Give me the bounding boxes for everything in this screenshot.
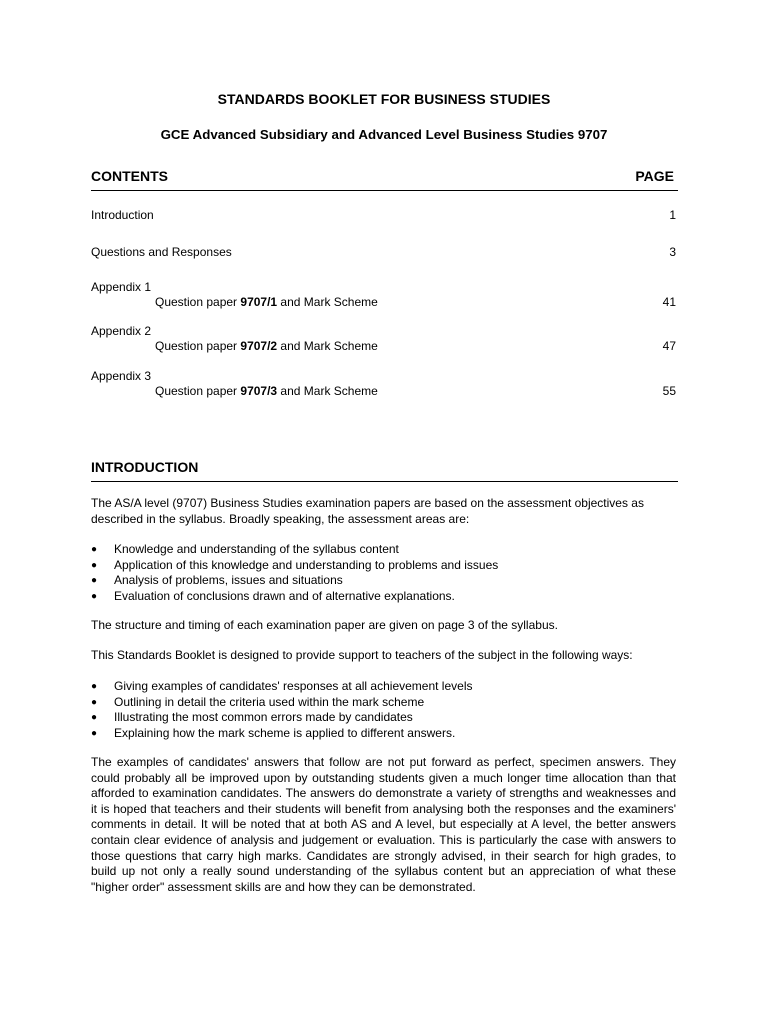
bullet-icon: ●	[91, 712, 98, 724]
toc-row-questions	[91, 245, 676, 260]
bullet-icon: ●	[91, 544, 98, 555]
toc-paper-code: 9707/2	[240, 339, 278, 353]
toc-paper-code: 9707/1	[240, 295, 278, 309]
support-ways-list	[91, 679, 676, 741]
toc-row-introduction	[91, 208, 676, 223]
toc-appendix-detail	[91, 384, 676, 399]
page-column-label: PAGE	[635, 168, 674, 184]
toc-appendix-label: Appendix 1	[91, 280, 152, 294]
contents-heading-label: CONTENTS	[91, 168, 168, 184]
list-item	[91, 542, 676, 558]
list-item-text: Illustrating the most common errors made by candidates	[114, 710, 413, 725]
introduction-heading	[91, 459, 678, 482]
toc-page-number: 1	[669, 208, 676, 222]
toc-detail-suffix: and Mark Scheme	[277, 384, 378, 398]
toc-paper-code: 9707/3	[240, 384, 278, 398]
toc-row-appendix-1	[91, 280, 676, 310]
toc-label: Questions and Responses	[91, 245, 232, 259]
toc-label: Introduction	[91, 208, 154, 222]
list-item	[91, 726, 676, 742]
toc-detail-suffix: and Mark Scheme	[277, 295, 378, 309]
list-item	[91, 695, 676, 711]
bullet-icon: ●	[91, 575, 98, 587]
toc-row-appendix-2	[91, 324, 676, 354]
list-item	[91, 573, 676, 589]
intro-paragraph-2: The structure and timing of each examination paper are given on page 3 of the syllabus.	[91, 618, 558, 632]
list-item	[91, 710, 676, 726]
contents-heading	[91, 168, 678, 191]
bullet-icon: ●	[91, 696, 98, 708]
list-item-text: Application of this knowledge and understanding to problems and issues	[114, 557, 499, 572]
bullet-icon: ●	[91, 681, 98, 692]
toc-appendix-label: Appendix 2	[91, 324, 152, 338]
list-item-text: Analysis of problems, issues and situations	[114, 573, 343, 588]
introduction-heading-label: INTRODUCTION	[91, 459, 199, 475]
toc-detail-prefix: Question paper	[155, 295, 241, 309]
list-item-text: Evaluation of conclusions drawn and of alternative explanations.	[114, 588, 455, 603]
bullet-icon: ●	[91, 590, 98, 602]
toc-detail-suffix: and Mark Scheme	[277, 339, 378, 353]
toc-detail-prefix: Question paper	[155, 339, 241, 353]
intro-paragraph-3: This Standards Booklet is designed to provide support to teachers of the subject in the following ways:	[91, 648, 633, 662]
list-item-text: Knowledge and understanding of the syllabus content	[114, 542, 399, 556]
list-item-text: Outlining in detail the criteria used within the mark scheme	[114, 694, 425, 709]
document-subtitle: GCE Advanced Subsidiary and Advanced Level Business Studies 9707	[160, 127, 608, 142]
intro-paragraph-1: The AS/A level (9707) Business Studies examination papers are based on the assessment objectives as described in the syllabus. Broadly speaking, the assessment areas are:	[91, 496, 644, 526]
list-item	[91, 679, 676, 695]
list-item-text: Giving examples of candidates' responses at all achievement levels	[114, 679, 473, 693]
bullet-icon: ●	[91, 727, 98, 739]
document-title: STANDARDS BOOKLET FOR BUSINESS STUDIES	[217, 91, 551, 107]
toc-page-number: 3	[669, 245, 676, 259]
toc-appendix-label: Appendix 3	[91, 369, 152, 383]
intro-paragraph-4: The examples of candidates' answers that follow are not put forward as perfect, specimen answers. They could probably all be improved upon by outstanding students given a much longer time allocation than that afforded to examination candidates. The answers do demonstrate a variety of strengths and weaknesses and it is hoped that teachers and their students will benefit from analysing both the responses and the examiners' comments in detail. It will be noted that at both AS and A level, but especially at A level, the better answers contain clear evidence of analysis and judgement or evaluation. This is particularly the case with answers to those questions that carry high marks. Candidates are strongly advised, in their search for high grades, to build up not only a really sound understanding of the syllabus content but an appreciation of what these "higher order" assessment skills are and how they can be demonstrated.	[91, 755, 676, 894]
toc-detail-prefix: Question paper	[155, 384, 241, 398]
bullet-icon: ●	[91, 559, 98, 571]
list-item	[91, 558, 676, 574]
toc-page-number: 41	[662, 295, 676, 309]
toc-row-appendix-3	[91, 369, 676, 399]
assessment-areas-list	[91, 542, 676, 604]
toc-page-number: 47	[662, 339, 676, 353]
toc-page-number: 55	[662, 384, 676, 398]
toc-appendix-detail	[91, 339, 676, 354]
list-item	[91, 589, 676, 605]
toc-appendix-detail	[91, 295, 676, 310]
list-item-text: Explaining how the mark scheme is applied to different answers.	[114, 725, 456, 740]
